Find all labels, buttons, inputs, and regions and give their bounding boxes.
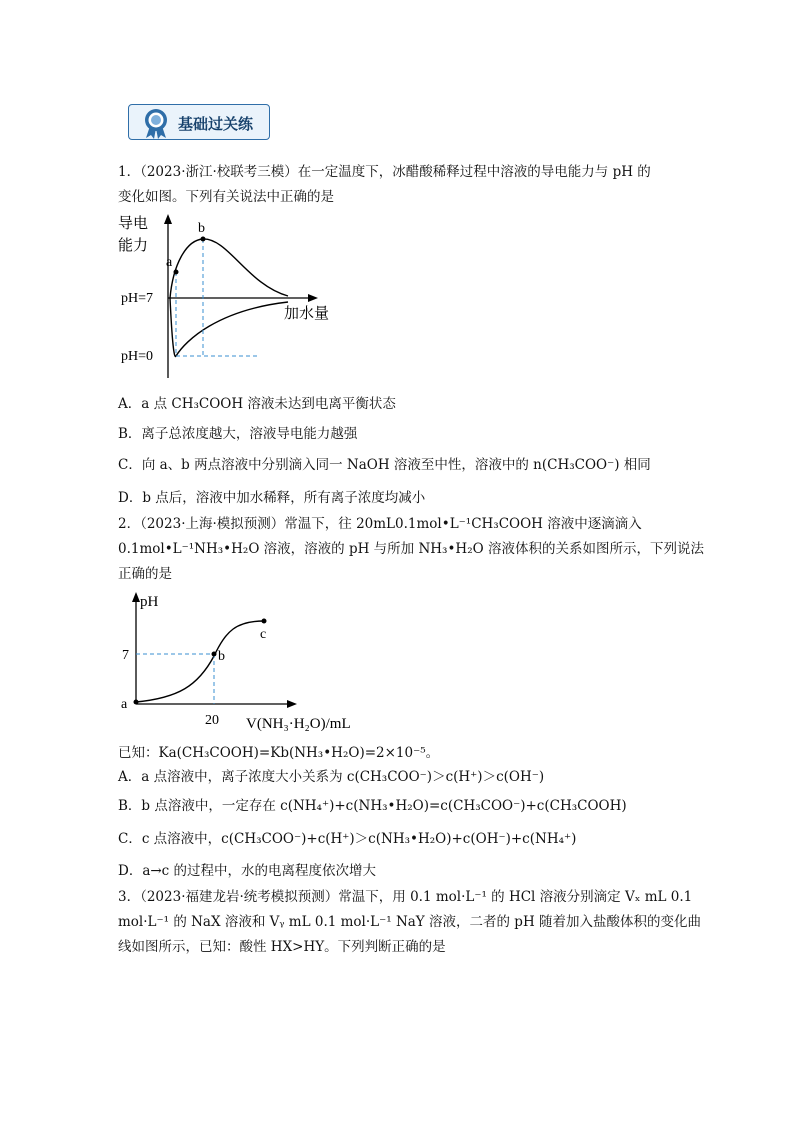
q2-stem-line2: 0.1mol•L⁻¹NH₃•H₂O 溶液，溶液的 pH 与所加 NH₃•H₂O 溶液体积的关系如图所示，下列说法 <box>118 541 704 557</box>
q1-point-a <box>174 270 179 275</box>
q2-xlabel: V(NH₃·H₂O)/mL <box>246 716 351 732</box>
q2-stem-line3: 正确的是 <box>118 566 172 582</box>
q1-label-ph0: pH=0 <box>121 349 154 364</box>
q2-figure <box>118 586 368 736</box>
q2-ph-curve <box>136 621 267 702</box>
q1-xlabel: 加水量 <box>284 306 330 322</box>
q2-stem-line1: 2．（2023·上海·模拟预测）常温下，往 20mL0.1mol•L⁻¹CH₃COOH 溶液中逐滴滴入 <box>118 516 642 532</box>
q2-label-c: c <box>260 627 267 642</box>
q2-option-c[interactable]: C．c 点溶液中，c(CH₃COO⁻)+c(H⁺)＞c(NH₃•H₂O)+c(OH⁻)+c(NH₄⁺) <box>118 831 577 847</box>
q1-ylabel-top: 导电 <box>118 216 149 232</box>
q3-stem-line3: 线如图所示，已知：酸性 HX>HY。下列判断正确的是 <box>118 939 446 955</box>
medal-icon <box>138 106 174 140</box>
q2-tick-20: 20 <box>205 713 219 728</box>
q2-tick-7: 7 <box>122 648 129 663</box>
q1-option-a[interactable]: A．a 点 CH₃COOH 溶液未达到电离平衡状态 <box>118 396 396 412</box>
q2-option-d[interactable]: D．a→c 的过程中，水的电离程度依次增大 <box>118 863 377 879</box>
q1-conductivity-curve <box>170 239 288 298</box>
q2-point-a <box>134 700 139 705</box>
q2-point-b <box>212 652 217 657</box>
section-title: 基础过关练 <box>178 115 254 133</box>
q2-option-a[interactable]: A．a 点溶液中，离子浓度大小关系为 c(CH₃COO⁻)＞c(H⁺)＞c(OH⁻) <box>118 769 545 785</box>
q2-x-arrow <box>287 700 297 708</box>
section-badge <box>120 100 272 144</box>
q2-option-b[interactable]: B．b 点溶液中，一定存在 c(NH₄⁺)+c(NH₃•H₂O)=c(CH₃COO⁻)+c(CH₃COOH) <box>118 798 627 814</box>
q1-option-d[interactable]: D．b 点后，溶液中加水稀释，所有离子浓度均减小 <box>118 490 426 506</box>
q1-option-b[interactable]: B．离子总浓度越大，溶液导电能力越强 <box>118 426 358 442</box>
q1-label-ph7: pH=7 <box>121 291 154 306</box>
q1-x-arrow <box>308 294 318 302</box>
q1-stem-line1: 1．（2023·浙江·校联考三模）在一定温度下，冰醋酸稀释过程中溶液的导电能力与 pH 的 <box>118 164 651 180</box>
q1-stem-line2: 变化如图。下列有关说法中正确的是 <box>118 189 334 205</box>
q2-point-c <box>262 619 267 624</box>
q3-stem-line2: mol·L⁻¹ 的 NaX 溶液和 Vᵧ mL 0.1 mol·L⁻¹ NaY 溶液，二者的 pH 随着加入盐酸体积的变化曲 <box>118 914 702 930</box>
q2-y-arrow <box>132 592 140 602</box>
q1-y-arrow <box>164 214 172 224</box>
q1-ylabel-bottom: 能力 <box>118 238 149 254</box>
q1-option-c[interactable]: C．向 a、b 两点溶液中分别滴入同一 NaOH 溶液至中性，溶液中的 n(CH₃COO⁻) 相同 <box>118 457 651 473</box>
q1-point-b <box>201 237 206 242</box>
q2-ylabel: pH <box>140 594 159 610</box>
q2-known: 已知：Ka(CH₃COOH)=Kb(NH₃•H₂O)=2×10⁻⁵。 <box>118 745 440 761</box>
q1-ph-curve <box>170 298 288 357</box>
q1-figure <box>118 210 358 380</box>
q3-stem-line1: 3．（2023·福建龙岩·统考模拟预测）常温下，用 0.1 mol·L⁻¹ 的 HCl 溶液分别滴定 Vₓ mL 0.1 <box>118 889 693 905</box>
q1-label-a: a <box>166 255 173 270</box>
q1-label-b: b <box>198 221 205 236</box>
q2-label-a: a <box>121 697 128 712</box>
q2-label-b: b <box>218 649 225 664</box>
